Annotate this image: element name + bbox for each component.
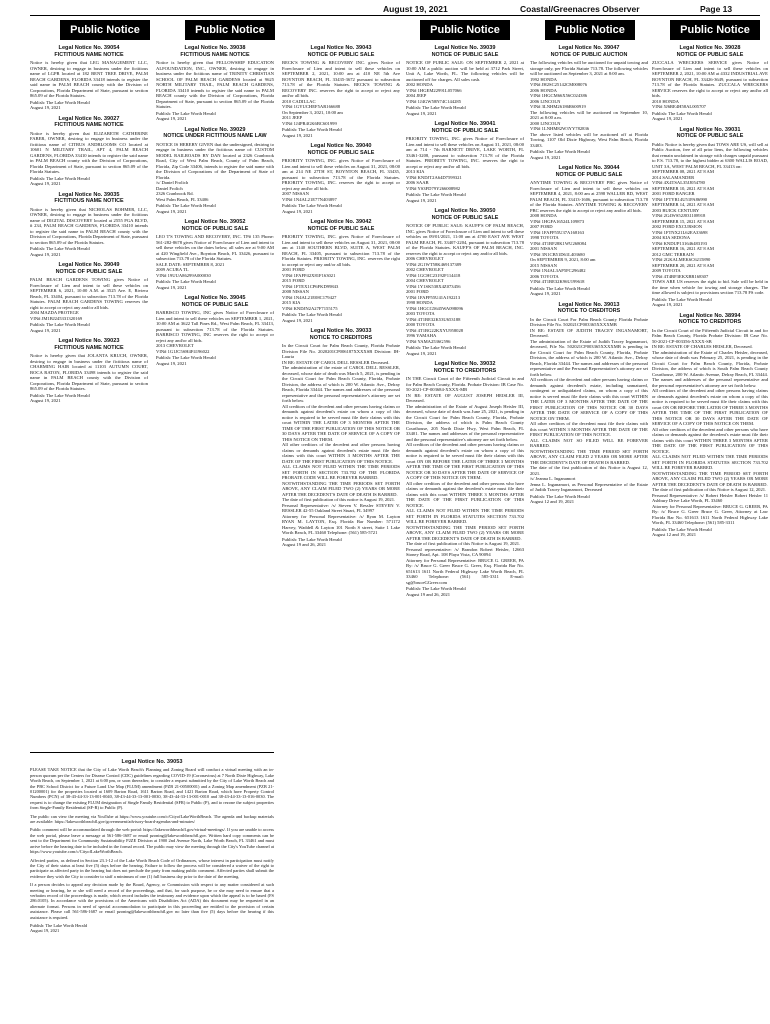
legal-notice [30,339,148,404]
notice-body: Public Notice is hereby given that TOWS ARE US, will sell at Public Auction, free of all prior liens, the following vehicles that remain unclaimed in storage with charges unpaid pursuant to F.S. 713.78, to the highest bidder at 6300 WALLIS ROAD, UNIT 3A, WEST PALM BEACH, FL 33413 on: SEPTEMBER 08, 2021 AT 8 AM 2014 SALAMANDER VIN# 4X4TSAL35JJ054780 SEPTEMBER 10, 2021 AT 8 AM 2001 FORD RANGER VIN# 1FTYR14U51PA86990 SEPTEMBER 14, 2021 AT 8 AM 2003 BUICK CENTURY VIN# 2G4WS52J031108918 SEPTEMBER 15, 2021 AT 8 AM 2002 FORD EXCURSION VIN# 1FTNX21L62EA33698 2004 KIA SEDONA VIN# KNDUP131646483193 SEPTEMBER 16, 2021 AT 8 AM 2012 GMC TERRAIN VIN# 2GKALMEK6C6215890 SEPTEMBER 20, 2021 AT 8 AM 2009 TOYOTA VIN# 4T4BF3EKXBR168307 TOWS ARE US reserves the right to bid. Sale will be held in the time when vehicle for towing and storage charges. The time allowed is subject to provisions section 713.78 FS code. [652,141,768,295]
notice-publish-line: Publish: The Lake Worth Herald August 19, 2021 [652,296,712,307]
notice-body [30,767,274,920]
wide-notice [30,758,274,1020]
notice-number: Legal Notice No. 39041 [434,121,496,127]
notice-heading: NOTICE OF PUBLIC SALE [431,127,499,134]
masthead-paper-name: Coastal/Greenacres Observer [520,4,640,14]
notice-body: Notice is hereby given that ELIZABETH CATHERINE FABER, OWNER, desiring to engage in business under the fictitious name of CITRUS ANDBLOOMS CO located at 10601 N MILITARY TRAIL, APT 4, PALM BEACH GARDENS, FLORIDA 33410 intends to register the said name in PALM BEACH county with the Division of Corporations, Florida Department of State, pursuant to section 865.09 of the Florida Statutes. [30,130,148,174]
notice-heading: NOTICE OF PUBLIC SALE [181,225,249,232]
notice-publish-line: Publish: The Lake Worth Herald August 19, 2021 [530,285,590,296]
notice-heading: NOTICE OF PUBLIC SALE [676,51,744,58]
notice-number: Legal Notice No. 39027 [58,115,120,122]
notice-heading: NOTICE OF PUBLIC AUCTION [550,51,628,58]
banner-public-notice-3: Public Notice [420,20,510,40]
notice-publish-line: Publish: The Lake Worth Herald August 19, 2021 [282,127,342,138]
notice-publish-line: Publish: The Lake Worth Herald August 19, 2021 [156,203,216,214]
legal-notice [156,46,274,122]
notice-body: Notice is hereby given that LEG MANAGEMENT LLC, OWNER, desiring to engage in business under the fictitious name of LGPR located at 182 BENT TREE DRIVE, PALM BEACH GARDENS, FLORIDA 33418 intends to register the said name in PALM BEACH county with the Division of Corporations, Florida Department of State, pursuant to section 865.09 of the Florida Statutes. [30,60,148,98]
notice-number: Legal Notice No. 39032 [434,361,496,367]
notice-publish-line: Publish: The Lake Worth Herald August 19 and 26, 2021 [282,536,342,547]
notice-number: Legal Notice No. 39045 [184,295,246,301]
notice-number: Legal Notice No. 39047 [558,45,620,51]
notice-heading: NOTICE OF PUBLIC SALE [307,149,375,156]
notice-number: Legal Notice No. 39013 [558,301,620,308]
legal-notice [156,220,274,290]
notice-publish-line: Publish: The Lake Worth Herald August 19, 2021 [652,110,712,121]
legal-notice [30,263,148,333]
masthead [0,0,770,16]
notice-heading: FICTITIOUS NAME NOTICE [54,122,124,128]
notice-heading: NOTICE OF PUBLIC SALE [676,133,744,139]
notice-number: Legal Notice No. 39050 [434,208,496,214]
legal-notice [30,117,148,187]
masthead-page-number: Page 13 [700,4,733,14]
notice-column-2 [156,44,274,754]
notice-body: BECK'S TOWING & RECOVERY INC. gives Notice of Foreclosure of Lien and intent to sell these vehicles on SEPTEMBER 2, 2021, 10:00 am at 410 NE 5th Ave BOYNTON BEACH, FL 33435-3672 pursuant to subsection 713.78 of the Florida Statutes. BECK'S TOWING & RECOVERY INC. reserves the right to accept or reject any and/or all bids. 2010 CADILLAC VIN# 1GYUCHEF5AR166688 On September 3, 2021, 10:00 am 2011 JEEP VIN# 1J4PR4GK6BC601999 [282,60,400,126]
notice-publish-line: Publish: The Lake Worth Herald August 19, 2021 [406,105,466,116]
masthead-rule [30,15,760,16]
masthead-date: August 19, 2021 [383,4,448,14]
notice-publish-line: Publish: The Lake Worth Herald August 19, 2021 [156,355,216,366]
notice-number: Legal Notice No. 39023 [58,338,120,344]
notice-publish-line: Publish: The Lake Worth Herald August 19, 2021 [156,279,216,290]
notice-column-6 [652,44,768,1020]
notice-paragraph: PLEASE TAKE NOTICE that the City of Lake Worth Beach's Planning and Zoning Board will conduct a virtual meeting with an in-person quorum per the Centers for Disease Control (CDC) guidelines regarding COVID-19 (Coronavirus) at 7 North Dixie Highway, Lake Worth Beach, on September 1, 2021 at 6:00 pm, or soon thereafter, to consider a request submitted by the City of Lake Worth Beach and the PBC School District for a Future Land Use Map (FLUM) amendment (PZB 21-00500001) and a Zoning Map amendment (PZB 21-01200001) for the properties located at 1609 Barton Road, 1611 Barton Road, and 1421 Barton Road, which have Property Control Numbers (PCN) of 38-43-44-33-13-001-0040, 38-43-44-33-13-001-0030, 38-43-44-33-13-001-0010 and 38-43-44-33-13-016-0030. The request is to change the existing FLUM designation of Single Family Residential (SFR) to Public (P), and to rezone the subject properties from Single-Family Residential (SF-R) to Public (P). [30,767,274,811]
notice-number: Legal Notice No. 38994 [679,312,741,319]
notice-number: Legal Notice No. 39053 [121,759,183,765]
notice-publish-line: Publish: The Lake Worth Herald August 12 and 19, 2021 [530,493,590,504]
notice-heading: NOTICE OF PUBLIC SALE [181,301,249,308]
banner-public-notice-1: Public Notice [60,20,150,40]
legal-notice [282,144,400,214]
notice-heading: NOTICE TO CREDITORS [309,334,373,341]
legal-notice [652,46,768,122]
notice-heading: NOTICE TO CREDITORS [557,308,621,314]
legal-notice [282,220,400,323]
notice-number: Legal Notice No. 39054 [58,45,120,51]
notice-heading: NOTICE OF PUBLIC SALE [307,51,375,58]
notice-heading: NOTICE UNDER FICTITIOUS NAME LAW [163,133,267,139]
notice-publish-line: Publish: The Lake Worth Herald August 19, 2021 [30,322,90,333]
legal-notice [652,314,768,538]
notice-body: In the Circuit Court For Palm Beach County Florida Probate Division File No. 502021CP003365XXXXMB IN RE: ESTATE OF JUDITH TRACEY INGANAMORT, Deceased. The administration of the Estate of Judith Tracey Inganamort, deceased, File No. 502021CP003365XXXXMB is pending in the Circuit Court for Palm Beach County, Florida, Probate Division, the address of which is 200 W. Atlantic Ave., Delray Beach, Florida 33444. The names and addresses of the personal representative and the Personal Representative's attorney are set forth below. All creditors of the decedent and other persons having claims or demands against decedent's estate, including unmatured, contingent or unliquidated claims, on whom a copy of this notice is served must file their claims with this court WITHIN THE LATER OF 3 MONTHS AFTER THE DATE OF THE FIRST PUBLICATION OF THIS NOTICE OR 30 DAYS AFTER THE DATE OF SERVICE OF A COPY OF THIS NOTICE ON THEM. All other creditors of the decedent must file their claims with this court WITHIN 3 MONTHS AFTER THE DATE OF THE FIRST PUBLICATION OF THIS NOTICE. ALL CLAIMS NOT SO FILED WILL BE FOREVER BARRED. NOTWITHSTANDING THE TIME PERIOD SET FORTH ABOVE, ANY CLAIM FILED 2 YEARS OR MORE AFTER THE DECEDENT'S DATE OF DEATH IS BARRED. The date of the first publication of this Notice is August 12, 2021. /s/ Jeanna L. Inganamort Jenna L. Inganamort, as Personal Representative of the Estate of Judith Tracey Inganamort, Deceased [530,316,648,492]
legal-notice [406,46,524,116]
notice-number: Legal Notice No. 39043 [310,45,372,51]
notice-body: The following vehicles will be auctioned for unpaid towing and storage only, per Florida Statute 713.78. The following vehicles will be auctioned on September 3, 2021 at 8:00 am. 1992 HONDA VIN# JH2SC25142CM008076 2006 HONDA VIN# 1HGCM66X56C024386 2006 LINCOLN VIN# 3LNHM26186R600919 The following vehicles will be auctioned on September 10, 2021 at 8:00 a.m. 2000 LINCOLN VIN# 1LNHM82W3YY782836 The above listed vehicles will be auctioned off at Florida Towing, 1107 Old Dixie Highway, West Palm Beach, Florida 33403. [530,60,648,148]
notice-body: ANYTIME TOWING & RECOVERY PBC gives Notice of Foreclosure of Lien and intent to sell these vehicles on SEPTEMBER 4, 2021, 8:00 am at 2598 WALLER RD, WEST PALM BEACH, FL 33413-1606, pursuant to subsection 713.78 of the Florida Statutes. ANYTIME TOWING & RECOVERY PBC reserves the right to accept or reject any and/or all bids. 2008 HONDA VIN# 1HGFA16524L109873 2007 FORD VIN# 1FAFP55U37A168163 1998 TOYOTA VIN# 4T1BF28K1WU268084 2001 NISSAN VIN# 3N1CB51D61L403680 On SEPTEMBER 9, 2021, 8:00 am 2015 NISSAN VIN# 1N4AL3AP5FC296482 2006 TOYOTA VIN# 4T1BE32K96U199618 [530,180,648,284]
notice-heading: NOTICE OF PUBLIC SALE [307,225,375,232]
notice-heading: NOTICE OF PUBLIC SALE [431,51,499,58]
notice-publish-line: Publish: The Lake Worth Herald August 19, 2021 [282,312,342,323]
notice-heading: FICTITIOUS NAME NOTICE [54,198,124,204]
notice-body: In the Circuit Court for Palm Beach County, Florida Probate Division File No. 2020201CP006187XXXXSB Division: IH-Lauria IN RE: ESTATE OF CAROL DELL RESSLER Deceased. The administration of the estate of CAROL DELL RESSLER, deceased, whose date of death was March 5, 2021, is pending in the Circuit Court for Palm Beach County, Florida, Probate Division, the address of which is 200 W. Atlantic Ave., Delray Beach, Florida 33444. The names and addresses of the personal representative and the personal representative's attorney are set forth below. All creditors of the decedent and other persons having claims or demands against decedent's estate on whom a copy of this notice is required to be served must file their claims with this court WITHIN THE LATER OF 3 MONTHS AFTER THE TIME OF THE FIRST PUBLICATION OF THIS NOTICE OR 30 DAYS AFTER THE DATE OF SERVICE OF A COPY OF THIS NOTICE ON THEM. All other creditors of the decedent and other persons having claims or demands against decedent's estate must file their claims with this court WITHIN 3 MONTHS AFTER THE DATE OF THE FIRST PUBLICATION OF THIS NOTICE. ALL CLAIMS NOT FILED WITHIN THE TIME PERIODS SET FORTH IN SECTION 733.702 OF THE FLORIDA PROBATE CODE WILL BE FOREVER BARRED. NOTWITHSTANDING THE TIME PERIODS SET FORTH ABOVE, ANY CLAIM FILED TWO (2) YEARS OR MORE AFTER THE DECEDENT'S DATE OF DEATH IS BARRED. The date of first publication of this notice is August 19, 2021. Personal Representative: /s/ Steven V. Ressler STEVEN V. RESSLER 42-55 Oakland Street Stuart, FL 34997 Attorney for Personal Representative: /s/ Ryan M. Layton RYAN M. LAYTON, Esq. Florida Bar Number: 571172 Harvey, Waddell & Layton 101 North S street, Suite 1 Lake Worth Beach, FL 33460 Telephone: (561) 585-5721 [282,343,400,535]
notice-number: Legal Notice No. 39049 [58,262,120,268]
notice-number: Legal Notice No. 39035 [58,191,120,198]
notice-publish-line: Publish: The Lake Worth Herald August 19, 2021 [406,345,466,356]
notice-publish-line: Publish: The Lake Worth Herald August 19, 2021 [406,192,466,203]
notice-column-5 [530,44,648,1020]
notice-publish-line: Publish: The Lake Worth Herald August 19, 2021 [30,175,90,186]
notice-body: ZUCCALA WRECKERS SERVICE gives Notice of Foreclosure of Lien and intent to sell these vehicles on SEPTEMBER 2, 2021, 10:00 AM at 4332 INDUSTRIAL AVE BOYNTON BEACH, FL 33426-3649, pursuant to subsection 713.78 of the Florida Statutes. ZUCCALA WRECKERS SERVICE reserves the right to accept or reject any and/or all bids. 2010 HONDA VIN# 5J6RE4H58AL005707 [652,60,768,109]
notice-publish-line: Publish: The Lake Worth Herald August 19 and 26, 2021 [406,586,466,597]
notice-number: Legal Notice No. 39040 [310,143,372,149]
legal-notice [530,46,648,160]
notice-body: Notice is hereby given that FELLOWSHIP EDUCATION ALFOUNDATION, INC., OWNER, desiring to engage in business under the fictitious name of TRINITY CHRISTIAN SCHOOL OF PALM BEACH GARDENS located at 9625 NORTH MILITARY TRAIL, PALM BEACH GARDENS, FLORIDA 33410 intends to register the said name in PALM BEACH county with the Division of Corporations, Florida Department of State, pursuant to section 865.09 of the Florida Statutes. [156,60,274,109]
notice-number: Legal Notice No. 39038 [184,45,246,51]
notice-body: NOTICE OF PUBLIC SALE: ON SEPTEMBER 2, 2021 at 10:00 AM a public auction will be held at 3712 Park Street, Unit A, Lake Worth, FL. The following vehicles will be auctioned off for charges. All sales cash. 2002 HONDA VIN# 1HGEM22991L057066 2004 JEEP VIN# 1J4GW58N74C144285 [406,60,524,104]
notice-number: Legal Notice No. 39039 [434,45,496,51]
notice-heading: NOTICE OF PUBLIC SALE [431,214,499,221]
notice-paragraph: Affected parties, as defined in Section 23.1-12 of the Lake Worth Beach Code of Ordinances, whose interest in participation must notify the City of their status at least five (5) days before the hearing. Failure to follow the process will be considered a waiver of the right to participate as affected party in the hearing but does not preclude the party from making public comment. Affected parties shall submit the evidence they wish the City to consider to staff a minimum of one (1) full business day prior to the date of the meeting. [30,857,274,879]
notice-body: PALM BEACH GARDENS TOWING gives Notice of Foreclosure of Lien and intent to sell these vehicles on SEPTEMBER 6, 2021, 10:00 A.M. at 3525 Ave. E, Riviera Beach, FL 33404, pursuant to subsection 713.78 of the Florida Statutes. PALM BEACH GARDENS TOWING reserves the right to accept or reject any and/or all bids. 2004 MAZDA PROTEGE VIN# JM1BJ245331320169 [30,277,148,321]
banner-public-notice-2: Public Notice [185,20,275,40]
notice-body: Notice is hereby given that JOLANTA KRUCH, OWNER, desiring to engage in business under the fictitious name of CHARMING HAIR located at 11103 AUTUMN COURT, BOCA RATON, FLORIDA 33498 intends to register the said name in PALM BEACH county with the Division of Corporations, Florida Department of State, pursuant to section 865.09 of the Florida Statutes. [30,353,148,391]
legal-notice [30,193,148,258]
legal-notice [530,303,648,505]
notice-body: PRIORITY TOWING, INC. gives Notice of Foreclosure of Lien and intent to sell these vehicles on August 31, 2021, 08:00 am at 214 NE 27TH ST, BOYNTON BEACH, FL 33435, pursuant to subsection 713.78 of the Florida Statutes. PRIORITY TOWING, INC. reserves the right to accept or reject any and/or all bids. 2007 NISSAN VIN# 1N4AL21E77N403897 [282,158,400,202]
section-divider [30,752,274,753]
notice-body: PRIORITY TOWING, INC. gives Notice of Foreclosure of Lien and intent to sell these vehicles on August 31, 2021, 08:00 am at 1140 SOUTHERN BLVD, SUITE A, WEST PALM BEACH, FL 33405, pursuant to subsection 713.78 of the Florida Statutes. PRIORITY TOWING, INC. reserves the right to accept or reject any and/or all bids. 2001 FORD VIN# 1FAFP42X81F163021 2015 FORD VIN# 1FTEX1CP6FKD99843 2008 NISSAN VIN# 1N4AL21E08C179427 2015 KIA VIN# KNDJN2A27F7155175 [282,234,400,311]
notice-body: NOTICE OF PUBLIC SALE: KAUFF'S OF PALM BEACH, INC. gives Notice of Foreclosure of Lien and intent to sell these vehicles on 09/01/2021, 11:00 am at 4700 EAST AVE WEST PALM BEACH, FL 33407-2204, pursuant to subsection 713.78 of the Florida Statutes. KAUFF'S OF PALM BEACH, INC. reserves the right to accept or reject any and/or all bids. 2006 CHEVROLET VIN# 2G1WT58K469137389 2002 CHEVROLET VIN# 1GCHC23192F114418 2004 CHEVROLET VIN# 1Y1SK538X4Z073456 2001 FORD VIN# 1FAFP55U41A192213 1998 HONDA VIN# 1HGCG5645WA098096 2003 TOYOTA VIN# 4T1BE32K53U653188 2000 TOYOTA VIN# 4T1BG22KXYU958028 1996 YAMAHA VIN# YAMA2536G596 [406,223,524,344]
notice-body: LEO T'S TOWING AND RECOVERY, INC. TP# 135 Phone: 561-282-8678 gives Notice of Foreclosure of Lien and intent to sell these vehicles on the dates below, all sales are at 9:00 AM at 420 Wingfield Ave., Boynton Beach, FL 33426, pursuant to subsection 713.78 of the Florida Statutes. SALE DATE: SEPTEMBER 8, 2021 2009 ACURA TL VIN# 19UUA86299A000030 [156,234,274,278]
banner-public-notice-5: Public Notice [670,20,760,40]
notice-column-4 [406,44,524,1020]
notice-body: Notice is hereby given that NICHOLAS BOHMER, LLC, OWNER, desiring to engage in business under the fictitious name of DIGITAL DISCOVERY located at 2555 PGA BLVD, # 234, PALM BEACH GARDENS, FLORIDA 33410 intends to register the said name in PALM BEACH county with the Division of Corporations, Florida Department of State, pursuant to section 865.09 of the Florida Statutes. [30,206,148,245]
notice-publish-line: Publish: The Lake Worth Herald August 19, 2021 [530,149,590,160]
notice-body: In the Circuit Court of the Fifteenth Judicial Circuit in and for Palm Beach County, Florida Probate Division: IB Case No. 50-2021-CP-003356-XXXX-SB IN RE: ESTATE OF CHARLES HEISLER, Deceased. The administration of the Estate of Charles Heisler, deceased, whose date of death was February 25, 2021, is pending in the Circuit Court for Palm Beach County, Florida, Probate Division, the address of which is South Palm Beach County Courthouse, 200 W. Atlantic Avenue, Delray Beach, FL 33444. The names and addresses of the personal representative and the personal representative's attorney are set forth below. All creditors of the decedent and other persons having claims or demands against decedent's estate on whom a copy of this notice is required to be served must file their claims with this court ON OR BEFORE THE LATER OF THREE 3 MONTHS AFTER THE TIME OF THE FIRST PUBLICATION OF THIS NOTICE OR 30 DAYS AFTER THE DATE OF SERVICE OF A COPY OF THIS NOTICE ON THEM. All other creditors of the decedent and other persons who have claims or demands against the decedent's estate must file their claims with this court WITHIN THREE 3 MONTHS AFTER THE DATE OF THE FIRST PUBLICATION OF THIS NOTICE. ALL CLAIMS NOT FILED WITHIN THE TIME PERIODS SET FORTH IN FLORIDA STATUTES SECTION 733.702 WILL BE FOREVER BARRED. NOTWITHSTANDING THE TIME PERIOD SET FORTH ABOVE, ANY CLAIM FILED TWO (2) YEARS OR MORE AFTER THE DECEDENT'S DATE OF DEATH IS BARRED. The date of first publication of this Notice is August 12, 2021. Personal Representative: /s/ Robert Heisler Robert Heisler 11 Ashbury Drive Lake Worth, FL 33460 Attorney for Personal Representative: BRUCE G. GREER, PA By: /s/ Bruce G. Greer Bruce G. Greer, Attorney at Law Florida Bar No. 651613 1611 North Federal Highway Lake Worth, FL 33460 Telephone: (561) 585-3311 [652,327,768,525]
notice-paragraph: Public comment will be accommodated through the web portal: https://lakeworthbeachfl.gov/virtual-meetings/. If you are unable to access the web portal, please leave a message at 561-586-1687 or email pzoning@lakeworthbeachfl.gov. Written hard copy comments can be sent to the Department for Community Sustainability P2ZE Division at 1900 2nd Avenue North, Lake Worth Beach, FL 33461 and must arrive before the hearing date to be included in the formal record. The public may view the meeting through the City's YouTube channel at https://www.youtube.com/c/CityofLakeWorthBeach. [30,827,274,855]
notice-number: Legal Notice No. 39052 [184,219,246,225]
notice-heading: FICTITIOUS NAME NOTICE [180,51,250,58]
legal-notice [156,296,274,366]
notice-publish-line: Publish: The Lake Worth Herald August 19, 2021 [30,922,88,934]
notice-number: Legal Notice No. 39033 [310,328,372,334]
legal-notice [406,362,524,597]
notice-publish-line: Publish: The Lake Worth Herald August 19, 2021 [30,392,90,403]
notice-heading: FICTITIOUS NAME NOTICE [54,344,124,351]
legal-notice [530,166,648,297]
notice-body: BARBISCO TOWING, INC gives Notice of Foreclosure of Lien and intent to sell these vehicles on SEPTEMBER 1, 2021, 10:00 AM at 3622 Tall Pines Rd., West Palm Beach, FL 33413, pursuant to subsection 713.78 of the Florida Statutes. BARBISCO TOWING, INC reserves the right to accept or reject any and/or all bids. 2013 CHEVROLET VIN# 1G1JC5SH4F4196022 [156,310,274,354]
notice-publish-line: Publish: The Lake Worth Herald August 19, 2021 [30,246,90,257]
notice-publish-line: Publish: The Lake Worth Herald August 19, 2021 [156,110,216,121]
notice-number: Legal Notice No. 39042 [310,219,372,225]
notice-number: Legal Notice No. 39044 [558,165,620,171]
legal-notice [282,329,400,548]
notice-heading: FICTITIOUS NAME NOTICE [54,51,124,58]
legal-notice [406,209,524,356]
notice-heading: NOTICE OF PUBLIC SALE [555,171,623,178]
notice-number: Legal Notice No. 39029 [184,126,246,133]
legal-notice [282,46,400,138]
notice-column-1 [30,44,148,754]
legal-notice [30,46,148,111]
notice-publish-line: Publish: The Lake Worth Herald August 12 and 19, 2021 [652,526,712,537]
notice-heading: NOTICE TO CREDITORS [433,367,497,374]
notice-publish-line: Publish: The Lake Worth Herald August 19, 2021 [30,99,90,110]
notice-number: Legal Notice No. 39031 [679,126,741,133]
notice-body: IN THE Circuit Court of the Fifteenth Judicial Circuit in and for Palm Beach County, Florida. Probate Division: IB Case No. 50-2021-CP-003684-XXXX-MB IN RE: ESTATE OF AUGUST JOSEPH HEISLER III, Deceased. The administration of the Estate of August Joseph Heisler III, deceased, whose date of death was June 25, 2021, is pending in the Circuit Court for Palm Beach County, Florida, Probate Division, the address of which is Palm Beach County Courthouse, 205 North Dixie Hwy, West Palm Beach, FL 33401. The names and addresses of the personal representative and the personal representative's attorney are set forth below. All creditors of the decedent and other persons having claims or demands against decedent's estate on whom a copy of this notice is required to be served must file their claims with this court ON OR BEFORE THE LATER OF THREE 3 MONTHS AFTER THE TIME OF THE FIRST PUBLICATION OF THIS NOTICE OR 30 DAYS AFTER THE DATE OF SERVICE OF A COPY OF THIS NOTICE ON THEM. All other creditors of the decedent and other persons who have claims or demands against the decedent's estate must file their claims with this court WITHIN THREE 3 MONTHS AFTER THE DATE OF THE FIRST PUBLICATION OF THIS NOTICE. ALL CLAIMS NOT FILED WITHIN THE TIME PERIODS SET FORTH IN FLORIDA STATUTES SECTION 733.702 WILL BE FOREVER BARRED. NOTWITHSTANDING THE TIME PERIOD SET FORTH ABOVE, ANY CLAIM FILED TWO (2) YEARS OR MORE AFTER THE DECEDENT'S DATE OF DEATH IS BARRED. The date of first publication of this Notice is August 19, 2021. Personal representative: /s/ Brandon Robert Heisler, 12663 Stoney Road, Apt. 108 Playa Vista, CA 90094 Attorney for Personal Representative: BRUCE G. GREER, PA By: /s/ Bruce G. Greer Bruce G. Greer, Esq. Florida Bar No. 651613 1611 North Federal Highway Lake Worth Beach, FL 33460 Telephone: (561) 585-3311 E-mail: sg@bruceGGreer.com [406,376,524,585]
notice-body: PRIORITY TOWING, INC. gives Notice of Foreclosure of Lien and intent to sell these vehicles on August 31, 2021, 08:00 am at 714 - 7th BARNETT DRIVE, LAKE WORTH, FL 33461-3208, pursuant to subsection 713.78 of the Florida Statutes. PRIORITY TOWING, INC. reserves the right to accept or reject any and/or all bids. 2013 KIA VIN# KNDJT2A64D7599321 2006 SAAB VIN# YS3FD79Y266008982 [406,136,524,191]
notice-paragraph: If a person decides to appeal any decision made by the Board, Agency, or Commission with respect to any matter considered at such meeting or hearing, he or she will need a record of the proceedings, and that, for such purpose, he or she may need to ensure that a verbatim record of the proceedings is made, which record includes the testimony and evidence upon which the appeal is to be based (FS 286.0105). In accordance with the provisions of the Americans with Disabilities Act (ADA) this document may be requested in an alternate format. Persons in need of special accommodation to participate in this proceeding are entitled to the provision of certain assistance. Please call 561-586-1687 or email pzoning@lakeworthbeachfl.gov no later than five (5) days before the hearing if this assistance is required. [30,882,274,920]
notice-number: Legal Notice No. 39028 [679,45,741,51]
notice-publish-line: Publish: The Lake Worth Herald August 19, 2021 [282,203,342,214]
notice-heading: NOTICE OF PUBLIC SALE [55,268,123,275]
legal-notice [652,128,768,308]
legal-notice [156,128,274,215]
notice-paragraph: The public can view the meeting via YouTube at https://www.youtube.com/c/CityofLakeWorthBeach. The agenda and backup materials are available: https://lakeworthbeachfl.gov/government/advisory-board-agendas-and-minutes/ [30,813,274,825]
notice-heading: NOTICE TO CREDITORS [678,319,742,325]
notice-column-3 [282,44,400,1020]
banner-public-notice-4: Public Notice [545,20,635,40]
legal-notice [406,122,524,203]
notice-body: NOTICE IS HEREBY GIVEN that the undersigned, desiring to engage in business under the fictitious name of: CUSTOM MODEL RAILROADS BY DAN located at 2326 Cranbrook Road, City of West Palm Beach, County of Palm Beach, Florida, Zip Code 33406, intends to register the said name with the Division of Corporations of the Department of State of Florida. /s/ Daniel Frolich Daniel Frolich 2326 Cranbrook Rd. West Palm Beach, FL 33406 [156,141,274,202]
